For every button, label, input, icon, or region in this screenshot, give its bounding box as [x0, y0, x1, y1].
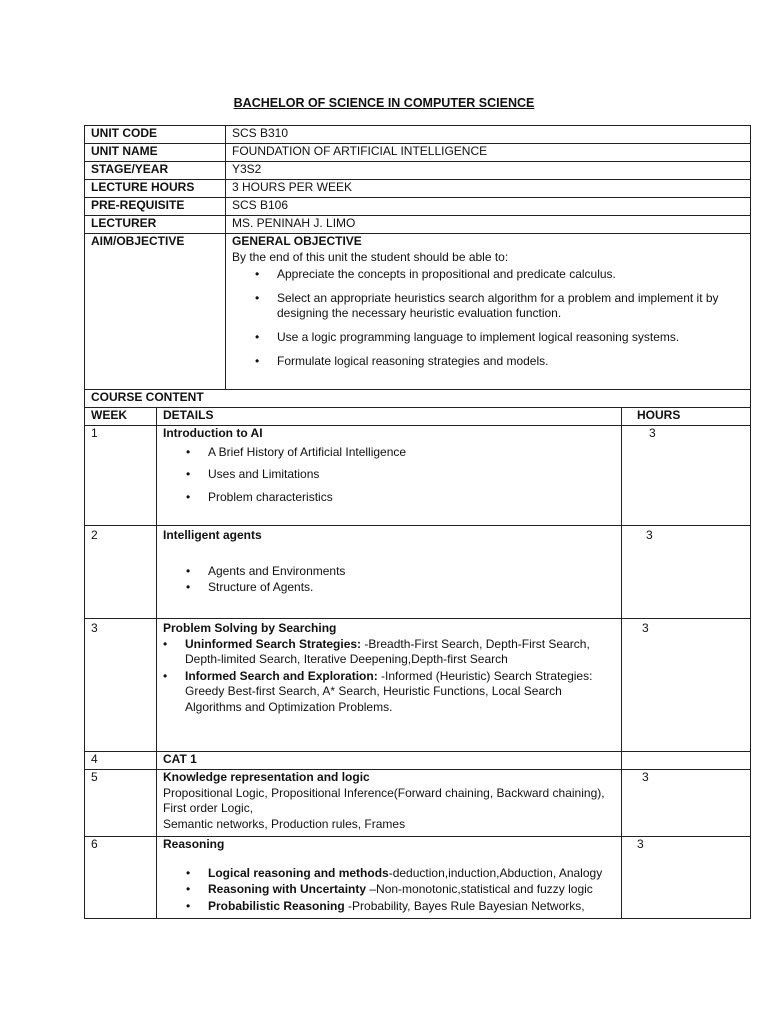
- col-header-week: WEEK: [85, 408, 157, 426]
- week-number: 1: [85, 426, 157, 526]
- week-title: Knowledge representation and logic: [163, 770, 370, 784]
- topic-item-text: -Breadth-First Search, Depth-First Search, Depth-limited Search, Iterative Deepening,Depth-first Search: [185, 636, 590, 667]
- value-prereq: SCS B106: [226, 198, 751, 216]
- aim-item: • Formulate logical reasoning strategies and models.: [277, 354, 744, 370]
- topic-item: • Structure of Agents.: [208, 580, 615, 596]
- week-number: 4: [85, 752, 157, 770]
- week-title: Problem Solving by Searching: [163, 621, 337, 635]
- week-row: [85, 619, 751, 752]
- week-number: 3: [85, 619, 157, 752]
- label-lecture-hours: LECTURE HOURS: [85, 180, 226, 198]
- topic-item: • Problem characteristics: [208, 490, 615, 506]
- topic-item-text: -Informed (Heuristic) Search Strategies: Greedy Best-first Search, A* Search, Heuristic Functions, Local Search Algorithms and Optimization Problems.: [185, 668, 593, 714]
- aim-item: • Use a logic programming language to implement logical reasoning systems.: [277, 330, 744, 346]
- week-hours: 3: [622, 426, 751, 526]
- week-row: [85, 426, 751, 526]
- aim-intro: By the end of this unit the student should be able to:: [232, 249, 509, 264]
- topic-item-text: -deduction,induction,Abduction, Analogy: [388, 865, 603, 880]
- course-content-table: [84, 389, 751, 919]
- value-lecture-hours: 3 HOURS PER WEEK: [226, 180, 751, 198]
- info-row-unit-name: [85, 144, 751, 162]
- week-row: [85, 752, 751, 770]
- column-header-row: [85, 408, 751, 426]
- topic-list: [163, 564, 615, 596]
- topic-item: [185, 669, 615, 716]
- week-hours: 3: [622, 770, 751, 837]
- week-title: Reasoning: [163, 837, 225, 851]
- value-unit-name: FOUNDATION OF ARTIFICIAL INTELLIGENCE: [226, 144, 751, 162]
- label-aim: AIM/OBJECTIVE: [85, 234, 226, 390]
- info-row-lecturer: [85, 216, 751, 234]
- aim-heading: GENERAL OBJECTIVE: [232, 234, 362, 248]
- value-unit-code: SCS B310: [226, 126, 751, 144]
- week-details: [157, 837, 622, 919]
- topic-text: Propositional Logic, Propositional Inference(Forward chaining, Backward chaining), First order Logic,: [163, 785, 605, 816]
- col-header-details: DETAILS: [157, 408, 622, 426]
- topic-item: • Agents and Environments: [208, 564, 615, 580]
- info-row-aim: [85, 234, 751, 390]
- col-header-hours: HOURS: [622, 408, 751, 426]
- week-title: Introduction to AI: [163, 426, 263, 440]
- topic-item: [208, 899, 615, 915]
- topic-item: • Uses and Limitations: [208, 467, 615, 483]
- topic-item-heading: Probabilistic Reasoning: [208, 898, 345, 913]
- week-details: [157, 619, 622, 752]
- unit-info-table: [84, 125, 751, 390]
- week-details: [157, 770, 622, 837]
- aim-item: • Appreciate the concepts in propositional and predicate calculus.: [277, 267, 744, 283]
- aim-list: [232, 267, 744, 369]
- aim-cell: [226, 234, 751, 390]
- week-hours: 3: [622, 526, 751, 619]
- value-stage: Y3S2: [226, 162, 751, 180]
- week-hours: [622, 752, 751, 770]
- topic-list: [163, 637, 615, 716]
- topic-item-text: -Probability, Bayes Rule Bayesian Networks,: [344, 898, 585, 913]
- week-details: [157, 526, 622, 619]
- week-title: CAT 1: [157, 752, 622, 770]
- week-row: [85, 526, 751, 619]
- info-row-stage: [85, 162, 751, 180]
- course-content-heading: COURSE CONTENT: [85, 390, 751, 408]
- document-title: BACHELOR OF SCIENCE IN COMPUTER SCIENCE: [233, 96, 535, 110]
- topic-item: [208, 866, 615, 882]
- topic-text: Semantic networks, Production rules, Frames: [163, 816, 406, 831]
- topic-item-text: –Non-monotonic,statistical and fuzzy logic: [366, 882, 593, 897]
- info-row-unit-code: [85, 126, 751, 144]
- topic-item-heading: Reasoning with Uncertainty: [208, 882, 367, 897]
- week-hours: 3: [622, 837, 751, 919]
- topic-item-heading: Logical reasoning and methods: [208, 865, 389, 880]
- topic-item-heading: Uninformed Search Strategies:: [185, 636, 362, 651]
- topic-item: [185, 637, 615, 668]
- week-hours: 3: [622, 619, 751, 752]
- info-row-lecture-hours: [85, 180, 751, 198]
- week-row: [85, 770, 751, 837]
- week-row: [85, 837, 751, 919]
- topic-list: [163, 866, 615, 915]
- value-lecturer: MS. PENINAH J. LIMO: [226, 216, 751, 234]
- aim-item: • Select an appropriate heuristics search algorithm for a problem and implement it by designing the necessary heuristic evaluation function.: [277, 291, 744, 322]
- label-unit-code: UNIT CODE: [85, 126, 226, 144]
- label-stage: STAGE/YEAR: [85, 162, 226, 180]
- week-number: 6: [85, 837, 157, 919]
- info-row-prereq: [85, 198, 751, 216]
- week-number: 5: [85, 770, 157, 837]
- label-lecturer: LECTURER: [85, 216, 226, 234]
- topic-item: • A Brief History of Artificial Intelligence: [208, 445, 615, 461]
- topic-list: [163, 445, 615, 506]
- topic-item-heading: Informed Search and Exploration:: [185, 668, 378, 683]
- label-unit-name: UNIT NAME: [85, 144, 226, 162]
- topic-item: [208, 882, 615, 898]
- course-content-heading-row: [85, 390, 751, 408]
- week-number: 2: [85, 526, 157, 619]
- label-prereq: PRE-REQUISITE: [85, 198, 226, 216]
- week-details: [157, 426, 622, 526]
- week-title: Intelligent agents: [163, 528, 262, 542]
